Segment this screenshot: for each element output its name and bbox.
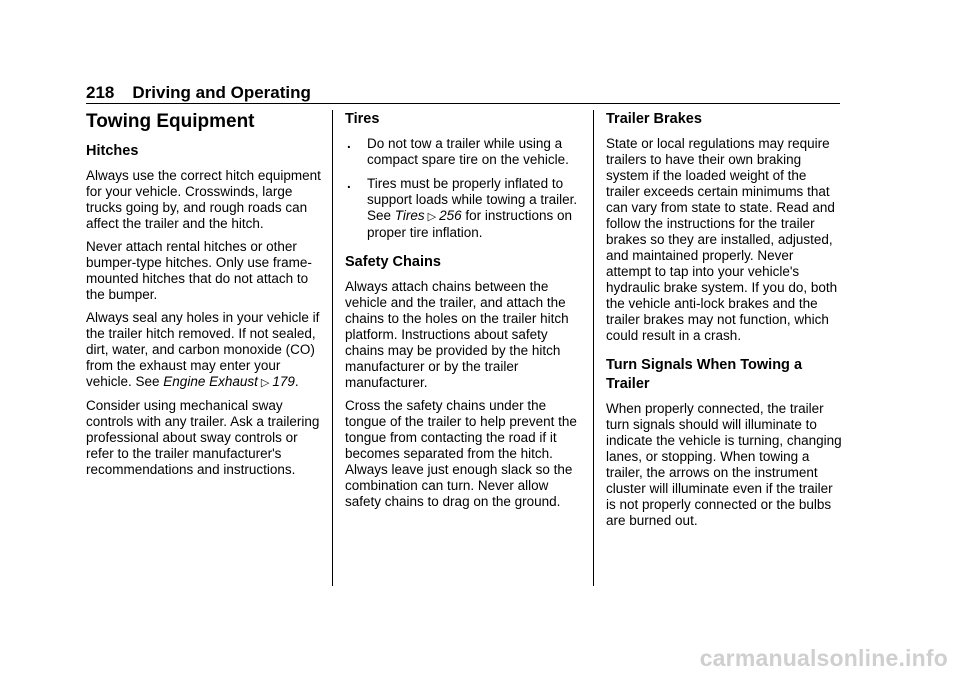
- page-number: 218: [86, 83, 115, 102]
- heading-hitches: Hitches: [86, 143, 139, 159]
- bullet-icon: .: [347, 136, 351, 151]
- page-title: Towing Equipment: [86, 111, 255, 132]
- heading-trailer-brakes: Trailer Brakes: [606, 111, 702, 127]
- bullet-icon: .: [347, 176, 351, 191]
- paragraph: Always use the correct hitch equipment for your vehicle. Crosswinds, large trucks going by, and rough roads can affect the trailer and the hitch.: [86, 168, 321, 231]
- heading-turn-signals: Turn Signals When Towing a Trailer: [606, 357, 803, 392]
- header-rule: [86, 103, 840, 104]
- watermark: carmanualsonline.info: [699, 645, 948, 671]
- paragraph: When properly connected, the trailer turn signals should will illuminate to indicate the vehicle is turning, changing lanes, or stopping. When towing a trailer, the arrows on the instrument cluster will illuminate even if the trailer is not properly connected or the bulbs are burned out.: [606, 401, 842, 528]
- column-divider: [332, 110, 333, 586]
- paragraph: Always seal any holes in your vehicle if the trailer hitch removed. If not sealed, dirt, water, and carbon monoxide (CO) from the exhaust may enter your vehicle. See Engine Exhaust ▷ 179.: [86, 310, 320, 389]
- list-item: . Do not tow a trailer while using a compact spare tire on the vehicle.: [347, 136, 569, 167]
- heading-safety-chains: Safety Chains: [345, 254, 441, 270]
- paragraph: Always attach chains between the vehicle and the trailer, and attach the chains to the holes on the trailer hitch platform. Instructions about safety chains may be provided by the hitch manufacturer or by the trailer manufacturer.: [345, 279, 569, 390]
- cross-reference-link[interactable]: Tires: [394, 208, 425, 223]
- list-item: . Tires must be properly inflated to support loads while towing a trailer. See Tires ▷ 256 for instructions on proper tire inflation.: [347, 176, 578, 240]
- page-reference-icon: ▷: [260, 377, 270, 389]
- column-2: [345, 110, 581, 517]
- paragraph: Consider using mechanical sway controls with any trailer. Ask a trailering professional about sway controls or refer to the trailer manufacturer's recommendations and instructions.: [86, 398, 320, 477]
- page-reference[interactable]: 256: [439, 208, 462, 223]
- paragraph: Cross the safety chains under the tongue of the trailer to help prevent the tongue from contacting the road if it becomes separated from the hitch. Always leave just enough slack so the combination can turn. Never allow safety chains to drag on the ground.: [345, 398, 577, 509]
- paragraph: Never attach rental hitches or other bumper-type hitches. Only use frame-mounted hitches that do not attach to the bumper.: [86, 239, 312, 302]
- section-title: Driving and Operating: [132, 83, 311, 102]
- paragraph: State or local regulations may require trailers to have their own braking system if the loaded weight of the trailer exceeds certain minimums that can vary from state to state. Read and follow the instructions for the trailer brakes so they are installed, adjusted, and maintained properly. Never attempt to tap into your vehicle's hydraulic brake system. If you do, both the vehicle anti-lock brakes and the trailer brakes may not function, which could result in a crash.: [606, 136, 838, 343]
- column-3: [606, 110, 842, 536]
- bullet-list: [345, 136, 581, 241]
- page-reference-icon: ▷: [427, 211, 437, 223]
- column-1: [86, 110, 322, 485]
- cross-reference-link[interactable]: Engine Exhaust: [163, 374, 258, 389]
- heading-tires: Tires: [345, 111, 380, 127]
- page-header: [86, 83, 840, 103]
- column-divider: [593, 110, 594, 586]
- page-reference[interactable]: 179: [272, 374, 295, 389]
